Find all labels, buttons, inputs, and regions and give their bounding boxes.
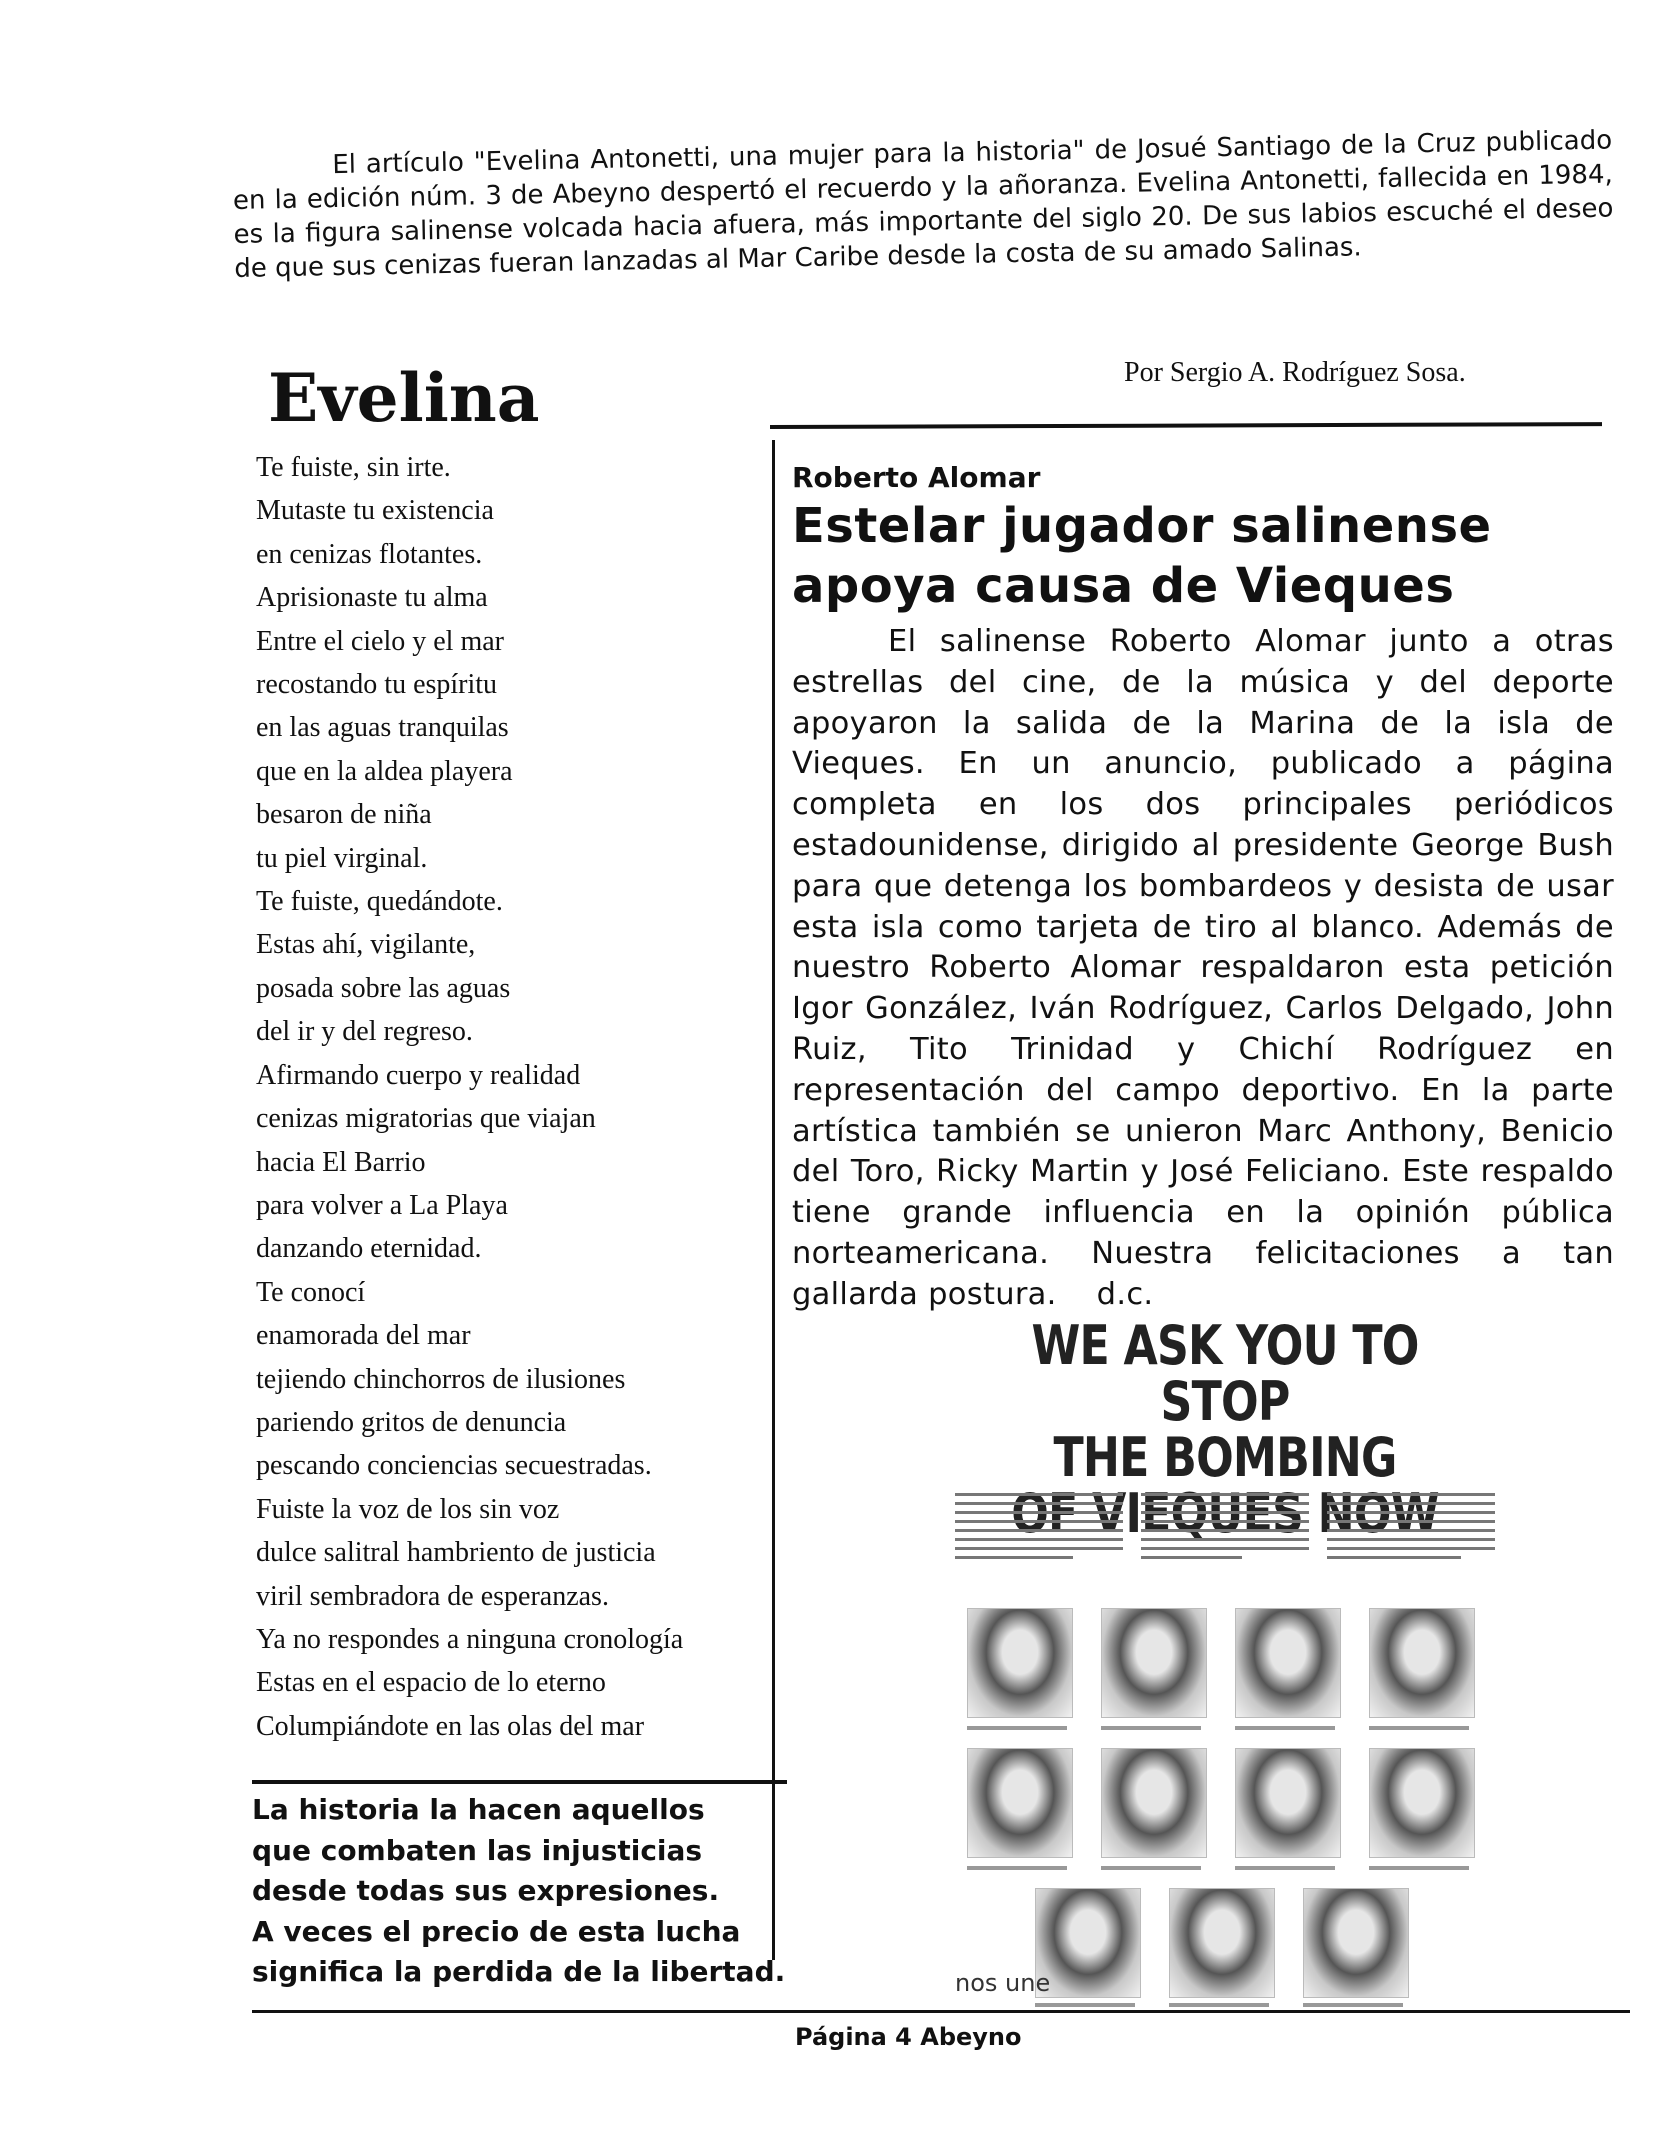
article-headline-line-1: Estelar jugador salinense — [792, 498, 1492, 554]
ad-photo-caption — [967, 1866, 1067, 1870]
ad-portrait-photo — [1169, 1888, 1275, 1998]
poem-line: para volver a La Playa — [256, 1189, 508, 1221]
ad-photo-caption — [1035, 2003, 1135, 2007]
poem-line: Fuiste la voz de los sin voz — [256, 1493, 560, 1525]
poem-body — [256, 446, 776, 1748]
ad-portrait-photo — [1101, 1608, 1207, 1718]
ad-headline-line-2: THE BOMBING — [1053, 1426, 1397, 1489]
poem-title: Evelina — [268, 359, 540, 437]
quote-top-rule — [252, 1780, 787, 1784]
article-signature: d.c. — [1096, 1276, 1154, 1312]
poem-line: en las aguas tranquilas — [256, 712, 509, 744]
ad-photo-caption — [1169, 2003, 1269, 2007]
ad-portrait-photo — [1101, 1748, 1207, 1858]
article-body-text: El salinense Roberto Alomar junto a otras estrellas del cine, de la música y del deporte apoyaron la salida de la Marina de la isla de Vieques. En un anuncio, publicado a página completa en los dos principales periódicos estadounidense, dirigido al presidente George Bush para que detenga los bombardeos y desista de usar esta isla como tarjeta de tiro al blanco. Además de nuestro Roberto Alomar respaldaron esta petición Igor González, Iván Rodríguez, Carlos Delgado, John Ruiz, Tito Trinidad y Chichí Rodríguez en representación del campo deportivo. En la parte artística también se unieron Marc Anthony, Benicio del Toro, Ricky Martin y José Feliciano. Este respaldo tiene grande influencia en la opinión pública norteamericana. Nuestra felicitaciones a tan gallarda postura. — [792, 624, 1614, 1312]
poem-line: Columpiándote en las olas del mar — [256, 1710, 645, 1742]
poem-line: que en la aldea playera — [256, 755, 513, 787]
poem-line: hacia El Barrio — [256, 1146, 426, 1178]
poem-line: tu piel virginal. — [256, 842, 428, 874]
ad-photo-caption — [1235, 1726, 1335, 1730]
poem-line: besaron de niña — [256, 799, 432, 831]
poem-line: Entre el cielo y el mar — [256, 625, 504, 657]
poem-line: recostando tu espíritu — [256, 669, 498, 701]
ad-portrait-photo — [1369, 1748, 1475, 1858]
poem-line: Afirmando cuerpo y realidad — [256, 1059, 581, 1091]
ad-text-column — [1327, 1493, 1495, 1593]
poem-line: posada sobre las aguas — [256, 972, 511, 1004]
poem-line: Estas en el espacio de lo eterno — [256, 1667, 606, 1699]
closing-quote — [252, 1790, 792, 1993]
ad-photo-caption — [1235, 1866, 1335, 1870]
quote-line: que combaten las injusticias — [252, 1833, 703, 1867]
alomar-article — [792, 460, 1614, 1316]
ad-photo-caption — [1369, 1866, 1469, 1870]
intro-paragraph-block — [232, 124, 1614, 286]
ad-headline-line-1: WE ASK YOU TO STOP — [1031, 1314, 1419, 1433]
ad-text-column — [955, 1493, 1123, 1593]
poem-line: pescando conciencias secuestradas. — [256, 1450, 652, 1482]
ad-portrait-photo — [1369, 1608, 1475, 1718]
poem-line: Estas ahí, vigilante, — [256, 929, 476, 961]
poem-line: pariendo gritos de denuncia — [256, 1406, 567, 1438]
poem-line: viril sembradora de esperanzas. — [256, 1580, 609, 1612]
ad-portrait-photo — [967, 1748, 1073, 1858]
ad-text-column — [1141, 1493, 1309, 1593]
article-box-top-rule — [770, 422, 1602, 429]
page-bottom-rule — [252, 2010, 1630, 2013]
poem-line: enamorada del mar — [256, 1320, 471, 1352]
quote-line: desde todas sus expresiones. — [252, 1874, 720, 1908]
poem-line: en cenizas flotantes. — [256, 538, 483, 570]
poem-line: Te fuiste, sin irte. — [256, 452, 451, 483]
ad-portrait-photo — [967, 1608, 1073, 1718]
article-kicker: Roberto Alomar — [792, 461, 1041, 494]
poem-line: Te conocí — [256, 1276, 366, 1308]
ad-portrait-photo — [1303, 1888, 1409, 1998]
poem-line: Te fuiste, quedándote. — [256, 886, 503, 918]
ad-portrait-photo — [1235, 1748, 1341, 1858]
quote-line: significa la perdida de la libertad. — [252, 1955, 786, 1989]
page-footer: Página 4 Abeyno — [795, 2023, 1022, 2051]
poem-line: tejiendo chinchorros de ilusiones — [256, 1363, 626, 1395]
quote-line: A veces el precio de esta lucha — [252, 1914, 741, 1948]
article-box-left-rule — [772, 440, 775, 1960]
intro-paragraph: El artículo "Evelina Antonetti, una mujer para la historia" de Josué Santiago de la Cruz publicado en la edición núm. 3 de Abeyno despertó el recuerdo y la añoranza. Evelina Antonetti, fallecida en 1984, es la figura salinense volcada hacia afuera, más importante del siglo 20. De sus labios escuché el deseo de que sus cenizas fueran lanzadas al Mar Caribe desde la costa de su amado Salinas. — [232, 125, 1614, 284]
poem-line: Mutaste tu existencia — [256, 495, 494, 527]
ad-photo-caption — [1101, 1726, 1201, 1730]
ad-photo-caption — [1101, 1866, 1201, 1870]
article-body — [792, 622, 1614, 1316]
quote-line: La historia la hacen aquellos — [252, 1793, 705, 1826]
ad-photo-caption — [967, 1726, 1067, 1730]
poem-line: Ya no respondes a ninguna cronología — [256, 1623, 684, 1655]
ad-illegible-text-columns — [955, 1493, 1495, 1593]
poem-byline: Por Sergio A. Rodríguez Sosa. — [1124, 357, 1466, 388]
article-headline-line-2: apoya causa de Vieques — [792, 558, 1455, 614]
poem-line: danzando eternidad. — [256, 1233, 482, 1265]
vieques-ad-clipping — [955, 1314, 1495, 1998]
ad-photo-caption — [1369, 1726, 1469, 1730]
poem-line: dulce salitral hambriento de justicia — [256, 1537, 656, 1569]
ad-footer-text: nos une — [955, 1969, 1051, 1997]
ad-photo-caption — [1303, 2003, 1403, 2007]
ad-portrait-photo — [1235, 1608, 1341, 1718]
poem-line: cenizas migratorias que viajan — [256, 1103, 596, 1135]
poem-line: Aprisionaste tu alma — [256, 582, 488, 614]
ad-portrait-photo — [1035, 1888, 1141, 1998]
poem-line: del ir y del regreso. — [256, 1016, 473, 1048]
